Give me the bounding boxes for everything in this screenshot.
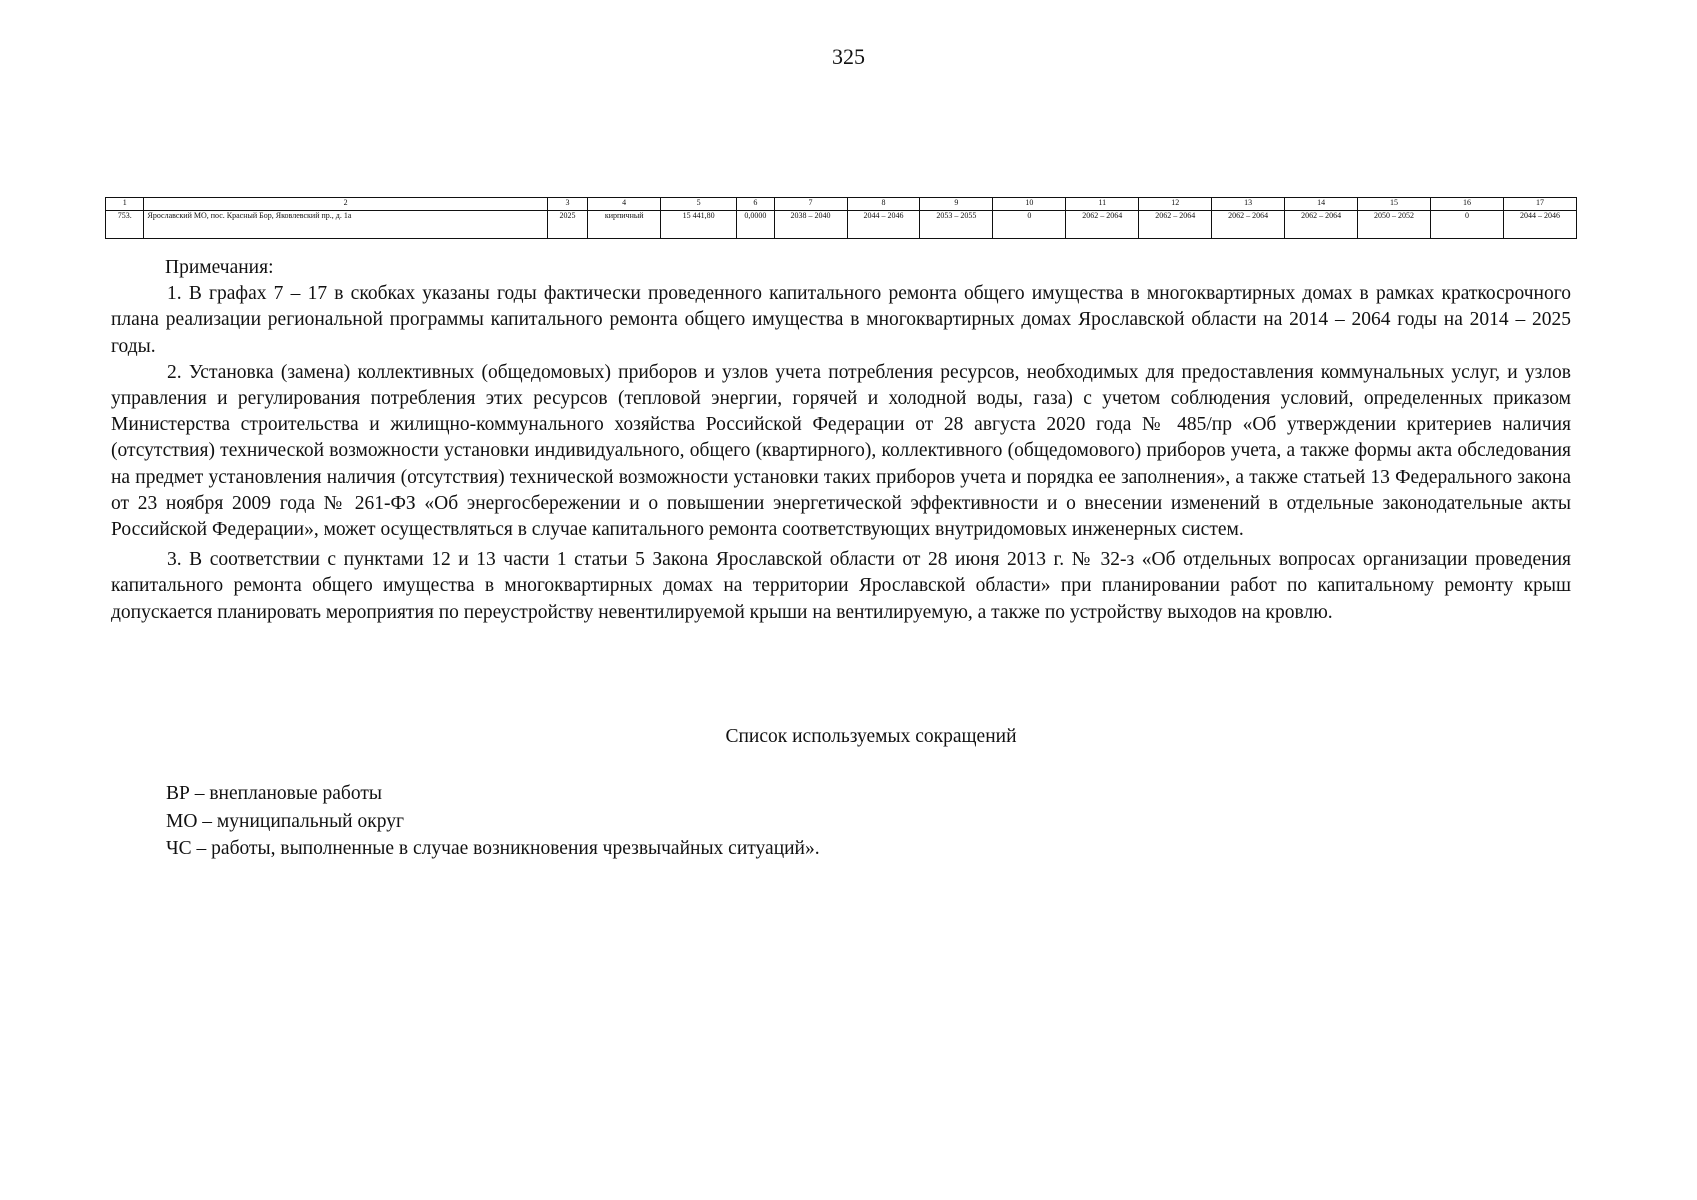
column-number: 4 xyxy=(588,198,661,211)
table-cell: 0 xyxy=(1431,211,1504,239)
column-number: 9 xyxy=(920,198,993,211)
column-number: 3 xyxy=(547,198,588,211)
abbreviation-item: ЧС – работы, выполненные в случае возникновения чрезвычайных ситуаций». xyxy=(166,838,820,859)
column-number: 14 xyxy=(1285,198,1358,211)
page-number: 325 xyxy=(832,44,865,69)
column-number: 15 xyxy=(1358,198,1431,211)
column-number: 2 xyxy=(144,198,547,211)
column-number: 5 xyxy=(661,198,737,211)
column-number: 6 xyxy=(737,198,774,211)
notes-section xyxy=(111,255,1571,626)
table-cell: 15 441,80 xyxy=(661,211,737,239)
abbreviations-list xyxy=(166,780,820,863)
abbreviation-item: ВР – внеплановые работы xyxy=(166,783,382,804)
table-cell: 0 xyxy=(993,211,1066,239)
column-number: 8 xyxy=(847,198,920,211)
table-cell: 2062 – 2064 xyxy=(1212,211,1285,239)
table-cell: кирпичный xyxy=(588,211,661,239)
address-cell: Ярославский МО, пос. Красный Бор, Яковлевский пр., д. 1а xyxy=(144,211,547,239)
table-row xyxy=(106,211,1577,239)
column-number: 12 xyxy=(1139,198,1212,211)
column-number: 13 xyxy=(1212,198,1285,211)
column-number: 1 xyxy=(106,198,144,211)
table-cell: 2025 xyxy=(547,211,588,239)
register-table xyxy=(105,197,1577,239)
abbreviation-item: МО – муниципальный округ xyxy=(166,810,404,832)
table-header-row xyxy=(106,198,1577,211)
note-item-3: 3. В соответствии с пунктами 12 и 13 части 1 статьи 5 Закона Ярославской области от 28 июня 2013 г. № 32-з «Об отдельных вопросах организации проведения капитального ремонта общего имущества в многоквартирных домах на территории Ярославской области» при планировании работ по капитальному ремонту крыш допускается планировать мероприятия по переустройству невентилируемой крыши на вентилируемую, а также по устройству выходов на кровлю. xyxy=(111,549,1571,623)
column-number: 10 xyxy=(993,198,1066,211)
table-cell: 2062 – 2064 xyxy=(1066,211,1139,239)
table-cell: 2050 – 2052 xyxy=(1358,211,1431,239)
table-cell: 0,0000 xyxy=(737,211,774,239)
column-number: 11 xyxy=(1066,198,1139,211)
table-cell: 2062 – 2064 xyxy=(1139,211,1212,239)
table-cell: 2038 – 2040 xyxy=(774,211,847,239)
note-item-2: 2. Установка (замена) коллективных (общедомовых) приборов и узлов учета потребления ресурсов, необходимых для предоставления коммунальных услуг, и узлов управления и регулирования потребления этих ресурсов (тепловой энергии, горячей и холодной воды, газа) с учетом соблюдения условий, определенных приказом Министерства строительства и жилищно-коммунального хозяйства Российской Федерации от 28 августа 2020 года № 485/пр «Об утверждении критериев наличия (отсутствия) технической возможности установки индивидуального, общего (квартирного), коллективного (общедомового) приборов учета, а также формы акта обследования на предмет установления наличия (отсутствия) технической возможности установки таких приборов учета и порядка ее заполнения», а также статьей 13 Федерального закона от 23 ноября 2009 года № 261-ФЗ «Об энергосбережении и о повышении энергетической эффективности и о внесении изменений в отдельные законодательные акты Российской Федерации», может осуществляться в случае капитального ремонта соответствующих внутридомовых инженерных систем. xyxy=(111,361,1571,541)
table-cell: 2053 – 2055 xyxy=(920,211,993,239)
notes-title: Примечания: xyxy=(165,257,274,278)
column-number: 17 xyxy=(1503,198,1576,211)
table-cell: 2062 – 2064 xyxy=(1285,211,1358,239)
column-number: 16 xyxy=(1431,198,1504,211)
abbreviations-title: Список используемых сокращений xyxy=(725,726,1017,747)
row-index: 753. xyxy=(106,211,144,239)
table-cell: 2044 – 2046 xyxy=(847,211,920,239)
table-cell: 2044 – 2046 xyxy=(1503,211,1576,239)
note-item-1: 1. В графах 7 – 17 в скобках указаны годы фактически проведенного капитального ремонта общего имущества в многоквартирных домах в рамках краткосрочного плана реализации региональной программы капитального ремонта общего имущества в многоквартирных домах Ярославской области на 2014 – 2064 годы на 2014 – 2025 годы. xyxy=(111,283,1571,357)
column-number: 7 xyxy=(774,198,847,211)
